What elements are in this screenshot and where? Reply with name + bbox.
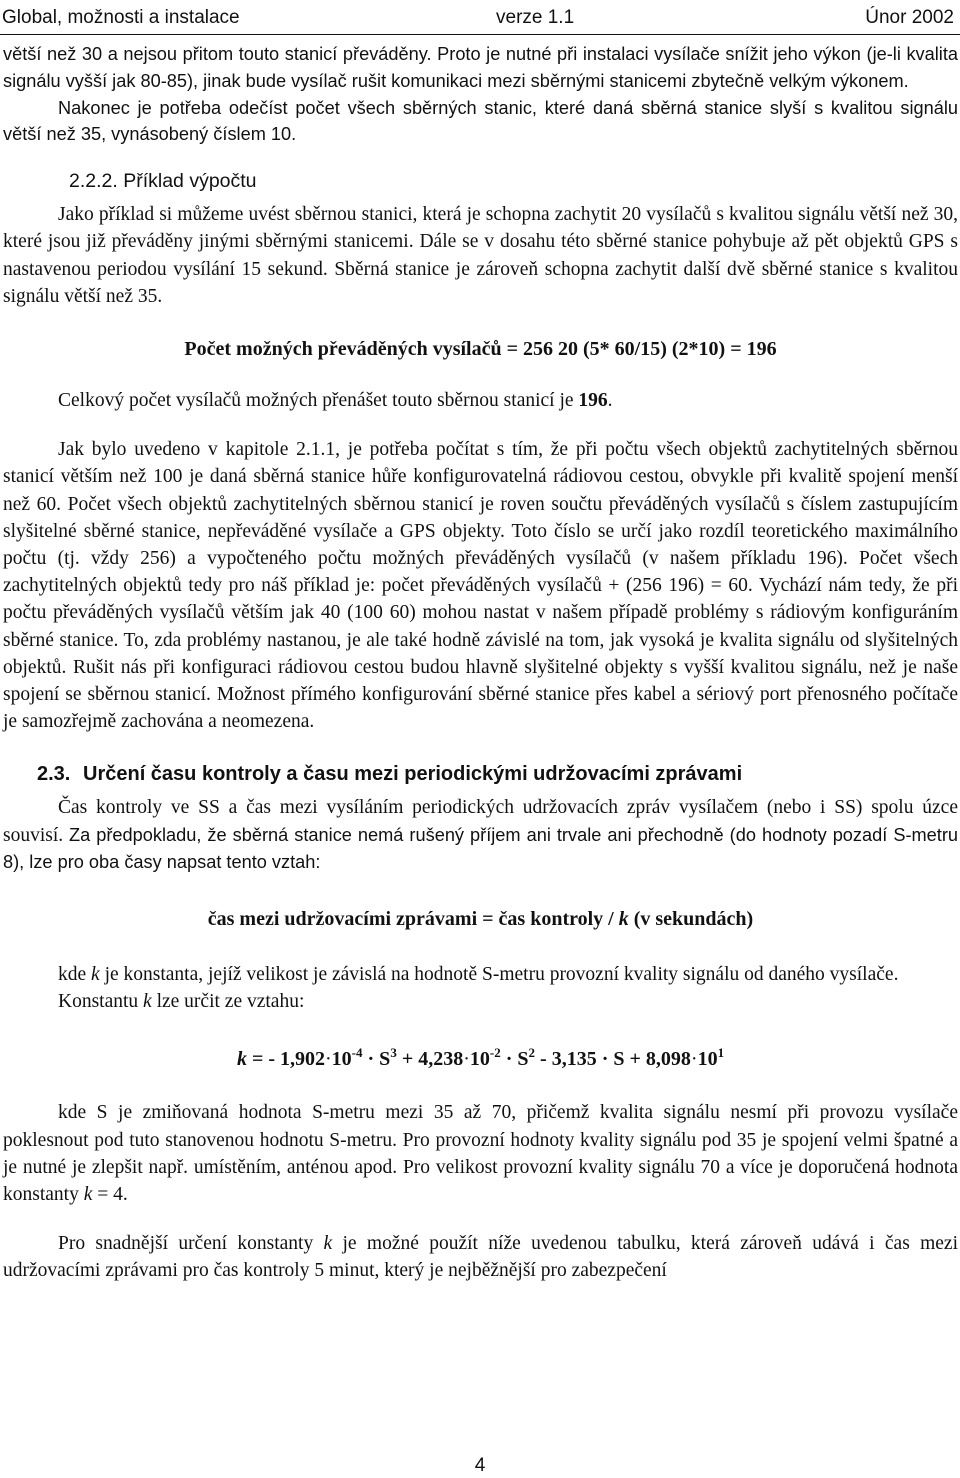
f3-ten-1: 10 <box>331 1048 352 1071</box>
paragraph-example: Jako příklad si můžeme uvést sběrnou stanici, která je schopna zachytit 20 vysílačů s kvalitou signálu větší než 30, které jsou již převáděny jinými sběrnými stanicemi. Dále se v dosahu této sběrné stanice pohybuje až pět objektů GPS s nastavenou periodou vysílání 15 sekund. Sběrná stanice je zároveň schopna zachytit další dvě sběrné stanice s kvalitou signálu větší než 35. <box>3 204 958 307</box>
header-divider <box>0 34 960 35</box>
f3-exp-2: 3 <box>390 1045 397 1061</box>
cas-part-b: Za předpokladu, že sběrná stanice nemá rušený příjem ani trvale ani přechodně (do hodnoty pozadí S-metru 8), lze pro oba časy napsat tento vztah: <box>3 824 958 872</box>
f3-term-3: - 3,135 · S + 8,098 <box>535 1048 691 1071</box>
formula-konstanta-k <box>3 1045 958 1071</box>
kdes-k: k <box>83 1184 93 1206</box>
kdes-text-2: = 4. <box>92 1184 128 1206</box>
kde-text-2: je konstanta, jejíž velikost je závislá na hodnotě S-metru provozní kvality signálu od daného vysílače. <box>99 964 899 986</box>
f3-s-1: · S <box>362 1048 391 1071</box>
total-value: 196 <box>578 390 608 411</box>
f3-ten-3: 10 <box>697 1048 718 1071</box>
heading-2-3-number: 2.3. <box>37 763 71 786</box>
konst-text-1: Konstantu <box>58 991 144 1013</box>
total-text: Celkový počet vysílačů možných přenášet touto sběrnou stanicí je <box>58 390 579 411</box>
paragraph-snadnejsi <box>3 1230 958 1284</box>
f3-exp-5: 1 <box>717 1045 725 1061</box>
header-title: Global, možnosti a instalace <box>2 7 240 28</box>
formula-2-right: (v sekundách) <box>628 908 754 931</box>
page-content <box>3 41 958 1285</box>
f3-term-1: = - 1,902 <box>246 1048 325 1071</box>
total-end: . <box>607 390 613 411</box>
paragraph-kde-k <box>3 961 958 988</box>
paragraph-konstantu <box>3 988 958 1015</box>
kde-text-1: kde <box>58 964 92 986</box>
snad-text-1: Pro snadnější určení konstanty <box>58 1233 324 1255</box>
f3-dot-2: · <box>463 1048 470 1071</box>
f3-exp-1: -4 <box>351 1045 363 1061</box>
konst-k: k <box>143 991 152 1013</box>
formula-cas-mezi-zpravami <box>3 908 958 931</box>
f3-s-2: · S <box>500 1048 529 1071</box>
paragraph-kde-s <box>3 1099 958 1208</box>
snad-text-2: je možné použít níže uvedenou tabulku, která zároveň udává i čas mezi udržovacími zprávami pro čas kontroly 5 minut, který je nejběžnější pro zabezpečení <box>3 1233 958 1282</box>
cas-part-a: Čas kontroly ve SS a čas mezi vysíláním periodických udržovacích zpráv vysílačem (nebo i SS) spolu úzce souvisí. <box>3 797 958 846</box>
paragraph-cas-kontroly <box>3 794 958 876</box>
paragraph-intro: větší než 30 a nejsou přitom touto stanicí převáděny. Proto je nutné při instalaci vysílače snížit jeho výkon (je-li kvalita signálu vyšší jak 80-85), jinak bude vysílač rušit komunikaci mezi sběrnými stanicemi zbytečně velkým výkonem. <box>3 44 958 91</box>
formula-prevadene-vysilace: Počet možných převáděných vysílačů = 256 20 (5* 60/15) (2*10) = 196 <box>184 338 777 360</box>
heading-2-2-2: 2.2.2. Příklad výpočtu <box>69 170 257 193</box>
header-date: Únor 2002 <box>865 7 954 28</box>
f3-ten-2: 10 <box>469 1048 490 1071</box>
f3-term-2: + 4,238 <box>396 1048 464 1071</box>
paragraph-nakonec: Nakonec je potřeba odečíst počet všech sběrných stanic, které daná sběrná stanice slyší s kvalitou signálu větší než 35, vynásobený číslem 10. <box>3 97 958 145</box>
header-version: verze 1.1 <box>496 7 575 28</box>
f3-dot-1: · <box>325 1048 332 1071</box>
heading-2-3-text: Určení času kontroly a času mezi periodickými udržovacími zprávami <box>83 763 743 786</box>
paragraph-jak-bylo-uvedeno: Jak bylo uvedeno v kapitole 2.1.1, je potřeba počítat s tím, že při počtu všech objektů zachytitelných sběrnou stanicí větším než 100 je daná sběrná stanice hůře konfigurovatelná rádiovou cestou, obvykle při kvalitě spojení menší než 60. Počet všech objektů zachytitelných sběrnou stanicí je roven součtu převáděných vysílačů s číslem zastupujícím slyšitelné sběrné stanice, nepřeváděné vysílače a GPS objekty. Toto číslo se určí jako rozdíl teoretického maximálního počtu (tj. vždy 256) a vypočteného počtu možných převáděných vysílačů (v našem příkladu 196). Počet všech zachytitelných objektů tedy pro náš příklad je: počet převáděných vysílačů + (256 196) = 60. Vychází nám tedy, že při počtu převáděných vysílačů větším jak 40 (100 60) mohou nastat v našem případě problémy s rádiovým konfiguráním sběrné stanice. To, zda problémy nastanou, je ale také hodně závislé na tom, jak vysoká je kvalita signálu od slyšitelných objektů. Rušit nás při konfiguraci rádiovou cestou budou hlavně slyšitelné objekty s vyšší kvalitou signálu, než je naše spojení se sběrnou stanicí. Možnost přímého konfigurování sběrné stanice přes kabel a sériový port přenosného počítače je samozřejmě zachována a neomezena. <box>3 439 958 733</box>
f3-dot-3: · <box>690 1048 698 1071</box>
f3-exp-4: 2 <box>528 1045 536 1061</box>
f3-exp-3: -2 <box>489 1045 501 1061</box>
formula-2-k: k <box>618 908 629 931</box>
kde-k: k <box>91 964 100 986</box>
konst-text-2: lze určit ze vztahu: <box>151 991 305 1013</box>
snad-k: k <box>323 1233 333 1255</box>
heading-2-3 <box>3 763 958 786</box>
page-header <box>0 4 960 34</box>
formula-2-left: čas mezi udržovacími zprávami = čas kontroly / <box>207 908 619 931</box>
page-number: 4 <box>474 1455 486 1476</box>
kdes-text-1: kde S je zmiňovaná hodnota S-metru mezi 35 až 70, přičemž kvalita signálu nesmí při provozu vysílače poklesnout pod tuto stanovenou hodnotu S-metru. Pro provozní hodnoty kvality signálu pod 35 je spojení velmi špatné a je nutné je zlepšit např. umístěním, anténou apod. Pro velikost provozní kvality signálu 70 a více je doporučená hodnota konstanty <box>3 1102 958 1206</box>
paragraph-total <box>3 387 958 414</box>
f3-k: k <box>236 1048 247 1071</box>
